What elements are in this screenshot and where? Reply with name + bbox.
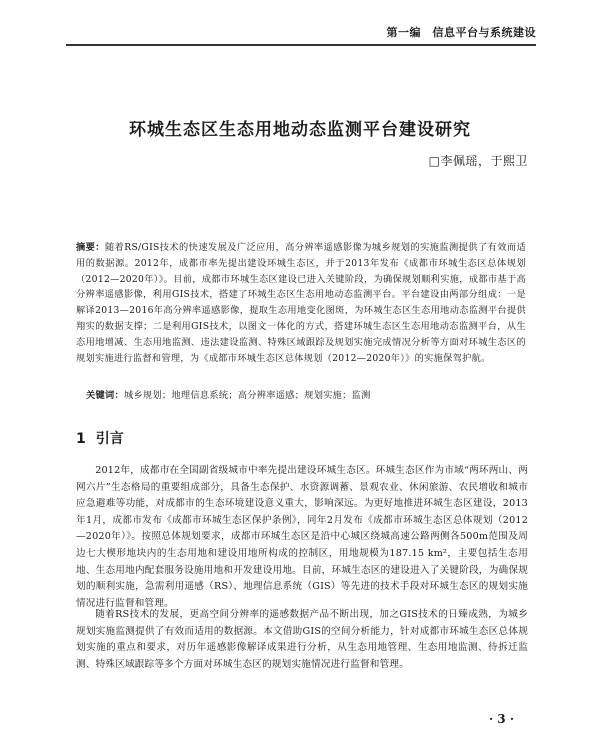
abstract <box>76 240 526 366</box>
keywords <box>86 389 526 403</box>
author-line: □李佩瑶，于熙卫 <box>428 154 528 168</box>
section-number: 1 <box>76 431 86 447</box>
header-rule <box>66 44 536 46</box>
keywords-text: 城乡规划；地理信息系统；高分辨率遥感；规划实施；监测 <box>123 390 371 401</box>
section-heading <box>76 428 124 448</box>
section-title: 引言 <box>95 431 124 447</box>
page-number: · 3 · <box>488 712 514 726</box>
body-paragraph-2: 随着RS技术的发展，更高空间分辨率的遥感数据产品不断出现，加之GIS技术的日臻成熟，为城乡规划实施监测提供了有效而适用的数据源。本文借助GIS的空间分析能力，针对成都市环城生态区总体规划实施的重点和要求，对历年遥感影像解译成果进行分析，从生态用地管理、生态用地监测、待拆迁监测、特殊区域跟踪等多个方面对环城生态区的规划实施情况进行监督和管理。 <box>76 609 528 670</box>
abstract-label: 摘要： <box>76 242 105 253</box>
keywords-label: 关键词： <box>86 390 124 401</box>
running-head: 第一编 信息平台与系统建设 <box>386 26 536 39</box>
abstract-text: 随着RS/GIS技术的快速发展及广泛应用，高分辨率遥感影像为城乡规划的实施监测提供了有效而适用的数据源。2012年，成都市率先提出建设环城生态区，并于2013年发布《成都市环城生态区总体规划（2012—2020年）》。目前，成都市环城生态区建设已进入关键阶段，为确保规划顺利实施，成都市基于高分辨率遥感影像，利用GIS技术，搭建了环城生态区生态用地动态监测平台。平台建设由两部分组成：一是解译2013—2016年高分辨率遥感影像，提取生态用地变化图斑，为环城生态区生态用地动态监测平台提供翔实的数据支撑；二是利用GIS技术，以图文一体化的方式，搭建环城生态区生态用地动态监测平台，从生态用地增减、生态用地监测、违法建设监测、特殊区域跟踪及规划实施完成情况分析等方面对环城生态区的规划实施进行监督和管理，为《成都市环城生态区总体规划（2012—2020年）》的实施保驾护航。 <box>76 242 526 364</box>
paper-title: 环城生态区生态用地动态监测平台建设研究 <box>129 120 471 140</box>
body-paragraph-1: 2012年，成都市在全国副省级城市中率先提出建设环城生态区。环城生态区作为市域“两环两山、两网六片”生态格局的重要组成部分，具备生态保护、水资源调蓄、景观农业、休闲旅游、农民增收和城市应急避难等功能，对成都市的生态环境建设意义重大，影响深远。为更好地推进环城生态区建设，2013年1月，成都市发布《成都市环城生态区保护条例》，同年2月发布《成都市环城生态区总体规划（2012—2020年）》。按照总体规划要求，成都市环城生态区是沿中心城区绕城高速公路两侧各500m范围及周边七大楔形地块内的生态用地和建设用地所构成的控制区，用地规模为187.15 km²，主要包括生态用地、生态用地内配套服务设施用地和开发建设用地。目前，环城生态区的建设进入了关键阶段，为确保规划的顺利实施，急需利用遥感（RS）、地理信息系统（GIS）等先进的技术手段对环城生态区的规划实施情况进行监督和管理。 <box>76 465 528 609</box>
